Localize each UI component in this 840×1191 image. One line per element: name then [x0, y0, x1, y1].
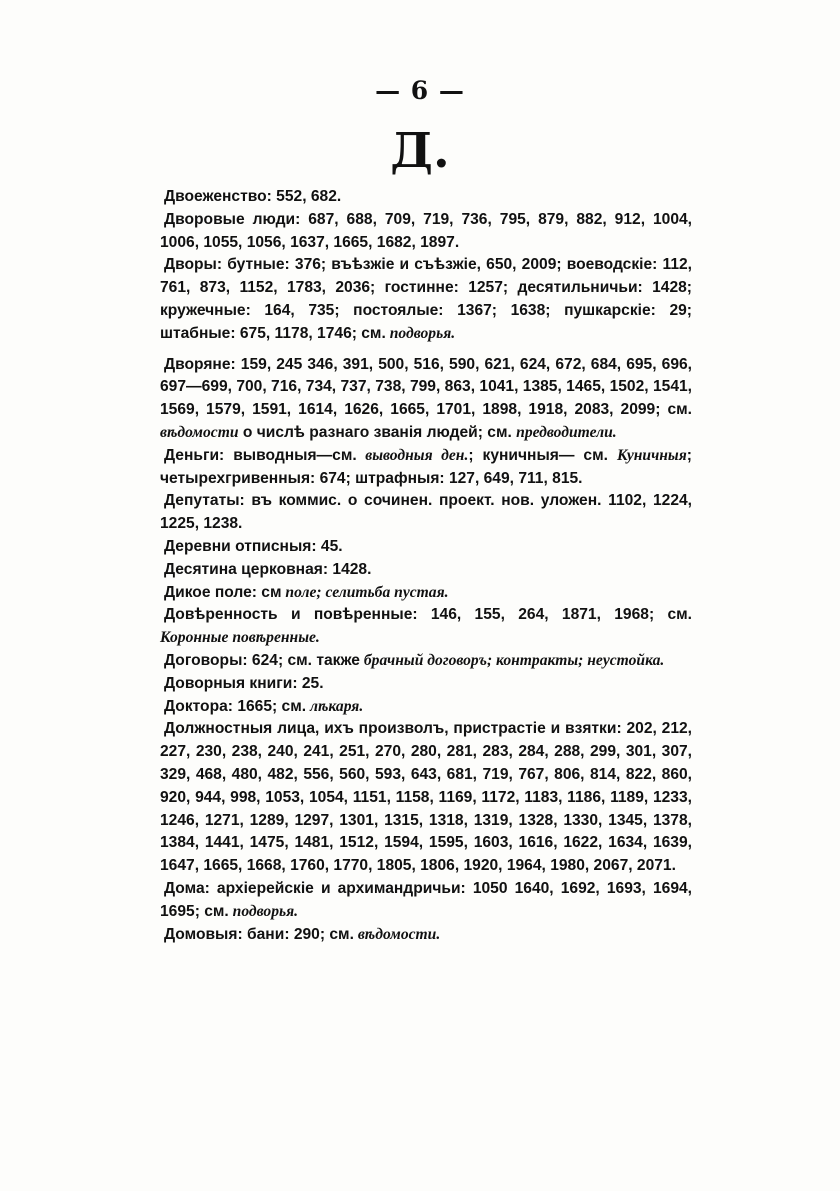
index-entry: Дворяне: 159, 245 346, 391, 500, 516, 590, 621, 624, 672, 684, 695, 696, 697—699, 700, 716, 734, 737, 738, 799, 863, 1041, 1385, 1465, 1502, 1541, 1569, 1579, 1591, 1614, 1626, 1665, 1701, 1898, 1918, 2083, 2099; см. вѣдомости о числѣ разнаго званія людей; см. предводители. — [160, 355, 692, 441]
index-entry: Десятина церковная: 1428. — [164, 560, 372, 578]
index-entry: Дома: архіерейскіе и архимандричьи: 1050 1640, 1692, 1693, 1694, 1695; см. подворья. — [160, 879, 692, 920]
index-entry: Дворы: бутные: 376; въѣзжіе и съѣзжіе, 650, 2009; воеводскіе: 112, 761, 873, 1152, 1783, 2036; гостинне: 1257; десятильничьи: 1428; кружечные: 164, 735; постоялые: 1367; 1638; пушкарскіе: 29; штабные: 675, 1178, 1746; см. подворья. — [160, 256, 692, 342]
index-entry: Довѣренность и повѣренные: 146, 155, 264, 1871, 1968; см. Коронные повѣренные. — [160, 606, 692, 647]
index-entry: Депутаты: въ коммис. о сочинен. проект. нов. уложен. 1102, 1224, 1225, 1238. — [160, 492, 692, 533]
index-entry: Домовыя: бани: 290; см. вѣдомости. — [164, 925, 441, 943]
section-letter: Д. — [390, 123, 450, 179]
index-entry: Дикое поле: см поле; селитьба пустая. — [164, 583, 449, 601]
page-number: — 6 — — [375, 76, 465, 105]
index-entry: Деньги: выводныя—см. выводныя ден.; куничныя— см. Куничныя; четырехгривенныя: 674; штрафныя: 127, 649, 711, 815. — [160, 446, 692, 487]
index-entry: Доктора: 1665; см. лѣкаря. — [164, 697, 364, 715]
index-entry: Двоеженство: 552, 682. — [164, 188, 342, 205]
index-entry: Деревни отписныя: 45. — [164, 537, 343, 555]
index-entry: Должностныя лица, ихъ произволъ, пристрастіе и взятки: 202, 212, 227, 230, 238, 240, 241, 251, 270, 280, 281, 283, 284, 288, 299, 301, 307, 329, 468, 480, 482, 556, 560, 593, 643, 681, 719, 767, 806, 814, 822, 860, 920, 944, 998, 1053, 1054, 1151, 1158, 1169, 1172, 1183, 1186, 1189, 1233, 1246, 1271, 1289, 1297, 1301, 1315, 1318, 1319, 1328, 1330, 1345, 1378, 1384, 1441, 1475, 1481, 1512, 1594, 1595, 1603, 1616, 1622, 1634, 1639, 1647, 1665, 1668, 1760, 1770, 1805, 1806, 1920, 1964, 1980, 2067, 2071. — [160, 720, 693, 875]
index-entry: Договоры: 624; см. также брачный договоръ; контракты; неустойка. — [164, 651, 665, 669]
index-entries — [160, 186, 692, 946]
index-entry: Доворныя книги: 25. — [164, 674, 324, 692]
index-entry: Дворовые люди: 687, 688, 709, 719, 736, 795, 879, 882, 912, 1004, 1006, 1055, 1056, 1637, 1665, 1682, 1897. — [160, 210, 693, 251]
